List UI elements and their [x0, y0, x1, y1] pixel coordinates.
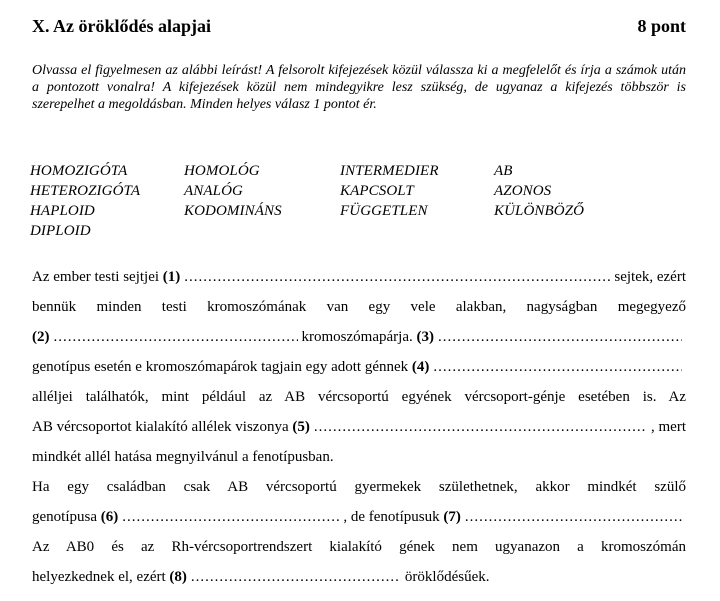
text-line: [32, 472, 686, 502]
text-fragment: , de fenotípusuk: [343, 509, 440, 525]
text-line: [32, 292, 686, 322]
instructions-paragraph: Olvassa el figyelmesen az alábbi leírást! A felsorolt kifejezések közül válassza ki a megfelelőt és írja a számok után a pontozott vonalra! A kifejezések közül nem mindegyikre lesz szükség, de ugyanaz a kifejezés többször is szerepelhet a megoldásban. Minden helyes válasz 1 pontot ér.: [32, 63, 686, 112]
term-item: FÜGGETLEN: [340, 203, 428, 219]
section-header: [32, 16, 686, 37]
term-item: HETEROZIGÓTA: [30, 183, 141, 199]
text-fragment: mindkét allél hatása megnyilvánul a fenotípusban.: [32, 449, 334, 465]
term-item: KAPCSOLT: [340, 183, 414, 199]
text-fragment: öröklődésűek.: [404, 569, 490, 585]
text-fragment: alléljei találhatók, mint például az AB vércsoportú egyének vércsoport-génje esetében is. Az: [32, 389, 686, 405]
text-fragment: Az AB0 és az Rh-vércsoportrendszert kialakító gének nem ugyanazon a kromoszómán: [32, 539, 686, 555]
answer-blank-7[interactable]: [465, 502, 682, 532]
text-line: [32, 322, 686, 352]
text-fragment: AB vércsoportot kialakító allélek viszonya: [32, 419, 289, 435]
answer-blank-1[interactable]: [184, 262, 610, 292]
blank-number: (3): [416, 329, 434, 345]
text-line: [32, 502, 686, 532]
text-fragment: Az ember testi sejtjei: [32, 269, 160, 285]
answer-blank-4[interactable]: [433, 352, 682, 382]
text-fragment: bennük minden testi kromoszómának van egy vele alakban, nagyságban megegyező: [32, 299, 686, 315]
text-fragment: , mert: [651, 419, 686, 435]
answer-blank-8[interactable]: [191, 562, 401, 592]
blank-number: (1): [162, 269, 181, 285]
term-item: KODOMINÁNS: [184, 203, 282, 219]
blank-number: (7): [443, 509, 461, 525]
term-item: HAPLOID: [30, 203, 95, 219]
text-fragment: Ha egy családban csak AB vércsoportú gyermekek születhetnek, akkor mindkét szülő: [32, 479, 686, 495]
text-line: [32, 262, 686, 292]
text-fragment: sejtek, ezért: [614, 269, 686, 285]
text-line: [32, 412, 686, 442]
blank-number: (8): [169, 569, 187, 585]
answer-blank-6[interactable]: [122, 502, 339, 532]
answer-blank-5[interactable]: [314, 412, 647, 442]
text-fragment: genotípus esetén e kromoszómapárok tagjain egy adott génnek: [32, 359, 409, 375]
answer-blank-2[interactable]: [54, 322, 298, 352]
term-item: INTERMEDIER: [340, 163, 439, 179]
term-item: AB: [494, 163, 513, 179]
term-item: AZONOS: [494, 183, 552, 199]
term-item: KÜLÖNBÖZŐ: [494, 203, 585, 219]
blank-number: (2): [32, 329, 50, 345]
term-item: DIPLOID: [30, 223, 91, 239]
term-item: HOMOLÓG: [184, 163, 260, 179]
text-line: [32, 562, 686, 592]
text-line: [32, 382, 686, 412]
text-fragment: kromoszómapárja.: [301, 329, 413, 345]
text-fragment: genotípusa: [32, 509, 97, 525]
text-line: [32, 532, 686, 562]
answer-blank-3[interactable]: [438, 322, 682, 352]
blank-number: (4): [411, 359, 430, 375]
text-line: [32, 442, 686, 472]
fill-in-text: [32, 262, 686, 592]
section-title: X. Az öröklődés alapjai: [32, 16, 212, 36]
blank-number: (6): [100, 509, 119, 525]
text-line: [32, 352, 686, 382]
term-item: ANALÓG: [184, 183, 243, 199]
term-item: HOMOZIGÓTA: [30, 163, 128, 179]
blank-number: (5): [292, 419, 310, 435]
term-list: [30, 163, 634, 243]
section-points: 8 pont: [637, 16, 686, 36]
text-fragment: helyezkednek el, ezért: [32, 569, 166, 585]
